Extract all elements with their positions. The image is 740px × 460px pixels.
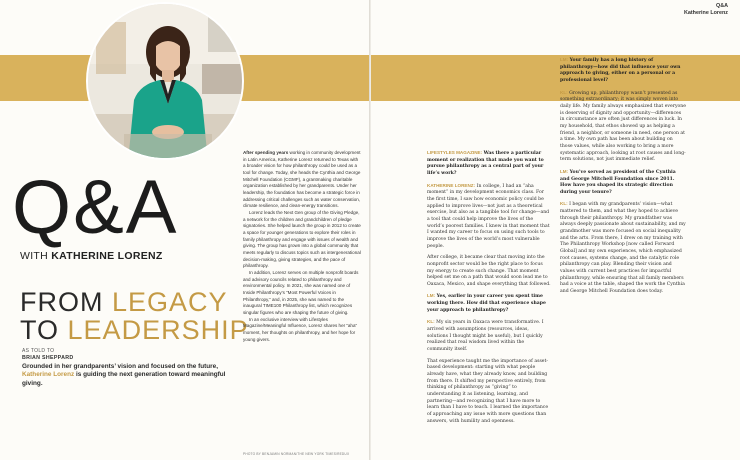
photo-credit: PHOTO BY BENJAMIN NORMAN/THE NEW YORK TIMES/REDUX	[243, 452, 350, 456]
intro-paragraph-3: In addition, Lorenz serves on multiple nonprofit boards and advisory councils related to philanthropy and environmental policy. In 2021, she was named one of Inside Philanthropy’s “Most Powerful Voices in Philanthropy,” and, in 2025, she was named to the inaugural TIME100 Philanthropy list, which recognizes singular figures who are shaping the future of giving.	[243, 270, 359, 316]
a3-tag: KL:	[560, 89, 568, 95]
headline-leadership: LEADERSHIP	[67, 315, 249, 346]
q3-text: Your family has a long history of philanthropy—how did that influence your own approach to giving, either on a personal or a professional level?	[560, 58, 681, 83]
byline	[22, 348, 73, 361]
answer-3	[560, 90, 686, 164]
byline-author: BRIAN SHEPPARD	[22, 354, 74, 361]
page-gutter	[369, 0, 371, 460]
answer-1-cont: After college, it became clear that moving into the nonprofit sector would be the right place to focus my energy to create such change. That moment helped set me on a path that would soon lead me to Oaxaca, Mexico, and shape everything that followed.	[427, 255, 551, 287]
q4-tag: LM:	[560, 168, 569, 174]
portrait-illustration	[88, 4, 244, 160]
a2-tag: KL:	[427, 319, 435, 325]
a1-text: In college, I had an “aha moment” in my development economics class. For the first time, I saw how economic policy could be applied to improve lives—not just as a theoretical exercise, but also as a tangible tool for change—and a tool that could help improve the lives of the world’s poorest families. I knew in that moment that I wanted my career to focus on using such tools to improve the lives of the world’s most vulnerable people.	[427, 183, 550, 249]
a1-tag: KATHERINE LORENZ:	[427, 182, 476, 188]
question-3	[560, 57, 686, 85]
a3-text: Growing up, philanthropy wasn’t presented as something extraordinary; it was simply woven into daily life. My family always emphasized that everyone is deserving of dignity and opportunity—differences in circumstance are often just differences in luck. In my household, that ethos showed up as helping a friend, a neighbor, or someone in need, one person at a time. My own path has been about building on those values, while also working to bring a more systematic approach, looking at root causes and long-term solutions, not just immediate relief.	[560, 90, 686, 163]
headline-legacy: LEGACY	[112, 287, 228, 317]
intro-paragraph-4: In an exclusive interview with Lifestyles Magazine/Meaningful Influence, Lorenz shares her “aha” moment, her thoughts on philanthropy, and her hope for young givers.	[243, 316, 357, 342]
intro-p1-text: working in community development in Latin America, Katherine Lorenz returned to Texas with a broader vision for how philanthropy could be used as a tool for change. Today, she heads the Cynthia and George Mitchell Foundation (CGMF), a grantmaking charitable organization established by her grandparents. Under her leadership, the foundation has become a strategic force in addressing critical challenges such as water conservation, climate resilience, and clean-energy transitions.	[243, 150, 361, 209]
interviewee-name: KATHERINE LORENZ	[51, 250, 163, 262]
deck-name: Katherine Lorenz	[22, 371, 75, 379]
answer-2-cont: That experience taught me the importance of asset-based development: starting with what people already have, what they already know, and building from there. It shifted my perspective entirely, from thinking of philanthropy as “giving” to understanding it as listening, learning, and partnering—and recognizing that I have more to learn than I have to teach. I learned the importance of approaching any issue with more questions than answers, with humility and openness.	[427, 358, 549, 424]
headline-to: TO	[20, 315, 60, 346]
portrait-photo	[86, 2, 244, 160]
question-1	[427, 150, 551, 178]
q1-text: Was there a particular moment or realization that made you want to pursue philanthropy as a central part of your life’s work?	[427, 151, 544, 176]
q3-tag: LM:	[560, 57, 569, 62]
with-label: WITH	[20, 250, 49, 262]
headline-from: FROM	[20, 287, 104, 317]
answer-4	[560, 201, 686, 295]
question-2	[427, 293, 551, 314]
a4-text: I began with my grandparents’ vision—what mattered to them, and what they hoped to achieve through their philanthropy. My grandfather was always deeply passionate about sustainability, and my grandmother was more focused on social inequality and the arts. From there, I drew on my training with The Philanthropy Workshop [now called Forward Global] and my own experiences, which emphasized root causes, systems change, and the catalytic role philanthropy can play. Blending their vision and values with current best practices for impactful philanthropy, while ensuring that all family members had a voice at the table, shaped the work the Cynthia and George Mitchell Foundation does today.	[560, 202, 686, 294]
deck-part1: Grounded in her grandparents’ vision and focused on the future,	[22, 363, 218, 370]
question-4	[560, 169, 686, 197]
interview-column-2	[560, 57, 686, 301]
a2-text: My six years in Oaxaca were transformative. I arrived with assumptions (resources, ideas, solutions I thought might be useful), but I quickly realized that real wisdom lived within the community itself.	[427, 320, 544, 353]
byline-as-told-to: AS TOLD TO	[22, 348, 55, 354]
interview-column-1	[427, 150, 551, 430]
intro-paragraph-1	[243, 150, 361, 210]
with-name-line	[20, 250, 163, 262]
intro-column	[243, 150, 361, 343]
running-head-section: Q&A	[716, 3, 728, 9]
feature-headline	[20, 288, 249, 345]
qa-title: Q&A	[12, 165, 179, 250]
deck-part2: is guiding the next generation toward meaningful giving.	[22, 371, 226, 387]
running-head	[684, 3, 728, 17]
answer-1	[427, 183, 551, 251]
a4-tag: KL:	[560, 201, 568, 207]
q1-tag: LIFESTYLES MAGAZINE:	[427, 150, 483, 155]
q4-text: You’ve served as president of the Cynthia and George Mitchell Foundation since 2011. How have you shaped its strategic direction during your tenure?	[560, 169, 676, 195]
answer-2	[427, 319, 551, 353]
intro-paragraph-2: Lorenz leads the Next Gen group of the Giving Pledge, a network for the children and grandchildren of pledge signatories. She helped launch the group in 2012 to create a space for younger generations to explore their roles in family philanthropy and engage with issues of wealth and giving. The group has grown into a global community that meets regularly to discuss topics such as intergenerational decision-making, giving strategies, and the pace of philanthropy.	[243, 210, 361, 269]
deck-subheading	[22, 363, 227, 388]
intro-lead-in: After spending years	[243, 150, 289, 155]
q2-tag: LM:	[427, 293, 436, 299]
q2-text: Yes, earlier in your career you spent time working there. How did that experience shape your approach to philanthropy?	[427, 294, 546, 313]
running-head-name: Katherine Lorenz	[683, 9, 728, 16]
